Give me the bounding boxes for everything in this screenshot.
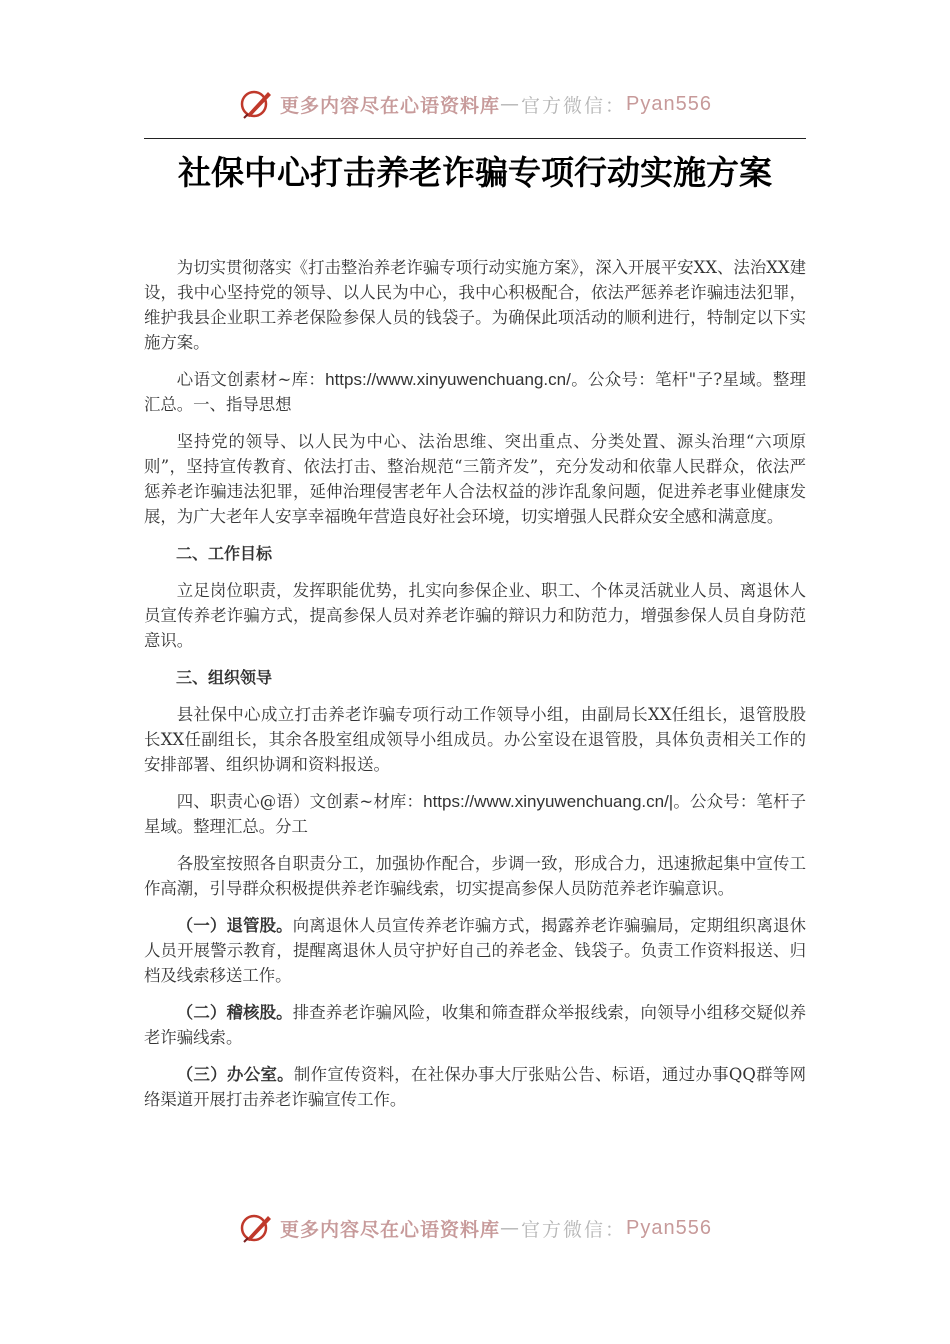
footer-wechat-id: Pyan556 — [626, 1216, 712, 1239]
source-url-link[interactable]: https://www.xinyuwenchuang.cn/ — [325, 370, 571, 389]
source-suffix-2: 。公众号：笔杆子星域。整理汇总。分工 — [144, 792, 807, 836]
footer-banner — [0, 1206, 950, 1250]
duty-office-text: 制作宣传资料，在社保办事大厅张贴公告、标语，通过办事QQ群等网络渠道开展打击养老诈骗宣传工作。 — [144, 1065, 807, 1109]
duty-audit-lead: （二）稽核股。 — [176, 1003, 293, 1022]
source-suffix: 。公众号：笔杆"子?星域。整理汇总。一、指导思想 — [144, 370, 806, 414]
source-label: 心语文创素材~库： — [176, 370, 326, 389]
footer-dash: — — [500, 1217, 522, 1239]
duty-retirement-text: 向离退休人员宣传养老诈骗方式，揭露养老诈骗骗局，定期组织离退休人员开展警示教育，提醒离退休人员守护好自己的养老金、钱袋子。负责工作资料报送、归档及线索移送工作。 — [144, 916, 806, 985]
section-heading-organization: 三、组织领导 — [176, 668, 273, 687]
source-url-link-2[interactable]: https://www.xinyuwenchuang.cn/| — [423, 792, 674, 811]
duty-retirement-paragraph — [144, 913, 806, 988]
header-banner — [0, 82, 950, 126]
duty-office-lead: （三）办公室。 — [176, 1065, 294, 1084]
source-paragraph-2 — [144, 789, 806, 839]
duty-audit-text: 排查养老诈骗风险，收集和筛查群众举报线索，向领导小组移交疑似养老诈骗线索。 — [144, 1003, 806, 1047]
quill-pen-logo-icon — [238, 86, 274, 122]
intro-paragraph: 为切实贯彻落实《打击整治养老诈骗专项行动实施方案》，深入开展平安XX、法治XX建设，我中心坚持党的领导、以人民为中心，我中心积极配合，依法严惩养老诈骗违法犯罪，维护我县企业职工养老保险参保人员的钱袋子。为确保此项活动的顺利进行，特制定以下实施方案。 — [144, 258, 806, 352]
banner-wechat-label: 官方微信： — [521, 94, 627, 117]
source-paragraph-1 — [144, 367, 806, 417]
footer-wechat-label: 官方微信： — [521, 1218, 627, 1241]
banner-wechat-id: Pyan556 — [626, 92, 712, 115]
header-rule — [144, 138, 806, 139]
organization-paragraph: 县社保中心成立打击养老诈骗专项行动工作领导小组，由副局长XX任组长，退管股股长XX任副组长，其余各股室组成领导小组成员。办公室设在退管股，具体负责相关工作的安排部署、组织协调和资料报送。 — [144, 705, 806, 774]
duties-paragraph: 各股室按照各自职责分工，加强协作配合，步调一致，形成合力，迅速掀起集中宣传工作高潮，引导群众积极提供养老诈骗线索，切实提高参保人员防范养老诈骗意识。 — [144, 854, 806, 898]
duty-audit-paragraph — [144, 1000, 806, 1050]
source-label-2: 四、职责心@语）文创素~材库： — [176, 792, 424, 811]
duty-office-paragraph — [144, 1062, 806, 1112]
duty-retirement-lead: （一）退管股。 — [176, 916, 293, 935]
section-heading-goals: 二、工作目标 — [176, 544, 273, 563]
quill-pen-logo-icon — [238, 1210, 274, 1246]
banner-dash: — — [500, 93, 522, 115]
footer-site-text: 更多内容尽在心语资料库 — [280, 1218, 501, 1241]
guiding-thought-paragraph: 坚持党的领导、以人民为中心、法治思维、突出重点、分类处置、源头治理“六项原则”，坚持宣传教育、依法打击、整治规范“三箭齐发”，充分发动和依靠人民群众，依法严惩养老诈骗违法犯罪，延伸治理侵害老年人合法权益的涉诈乱象问题，促进养老事业健康发展，为广大老年人安享幸福晚年营造良好社会环境，切实增强人民群众安全感和满意度。 — [144, 432, 806, 526]
document-body — [144, 255, 806, 1124]
document-title: 社保中心打击养老诈骗专项行动实施方案 — [178, 153, 772, 192]
goals-paragraph: 立足岗位职责，发挥职能优势，扎实向参保企业、职工、个体灵活就业人员、离退休人员宣传养老诈骗方式，提高参保人员对养老诈骗的辩识力和防范力，增强参保人员自身防范意识。 — [144, 581, 806, 650]
banner-site-text: 更多内容尽在心语资料库 — [280, 94, 501, 117]
